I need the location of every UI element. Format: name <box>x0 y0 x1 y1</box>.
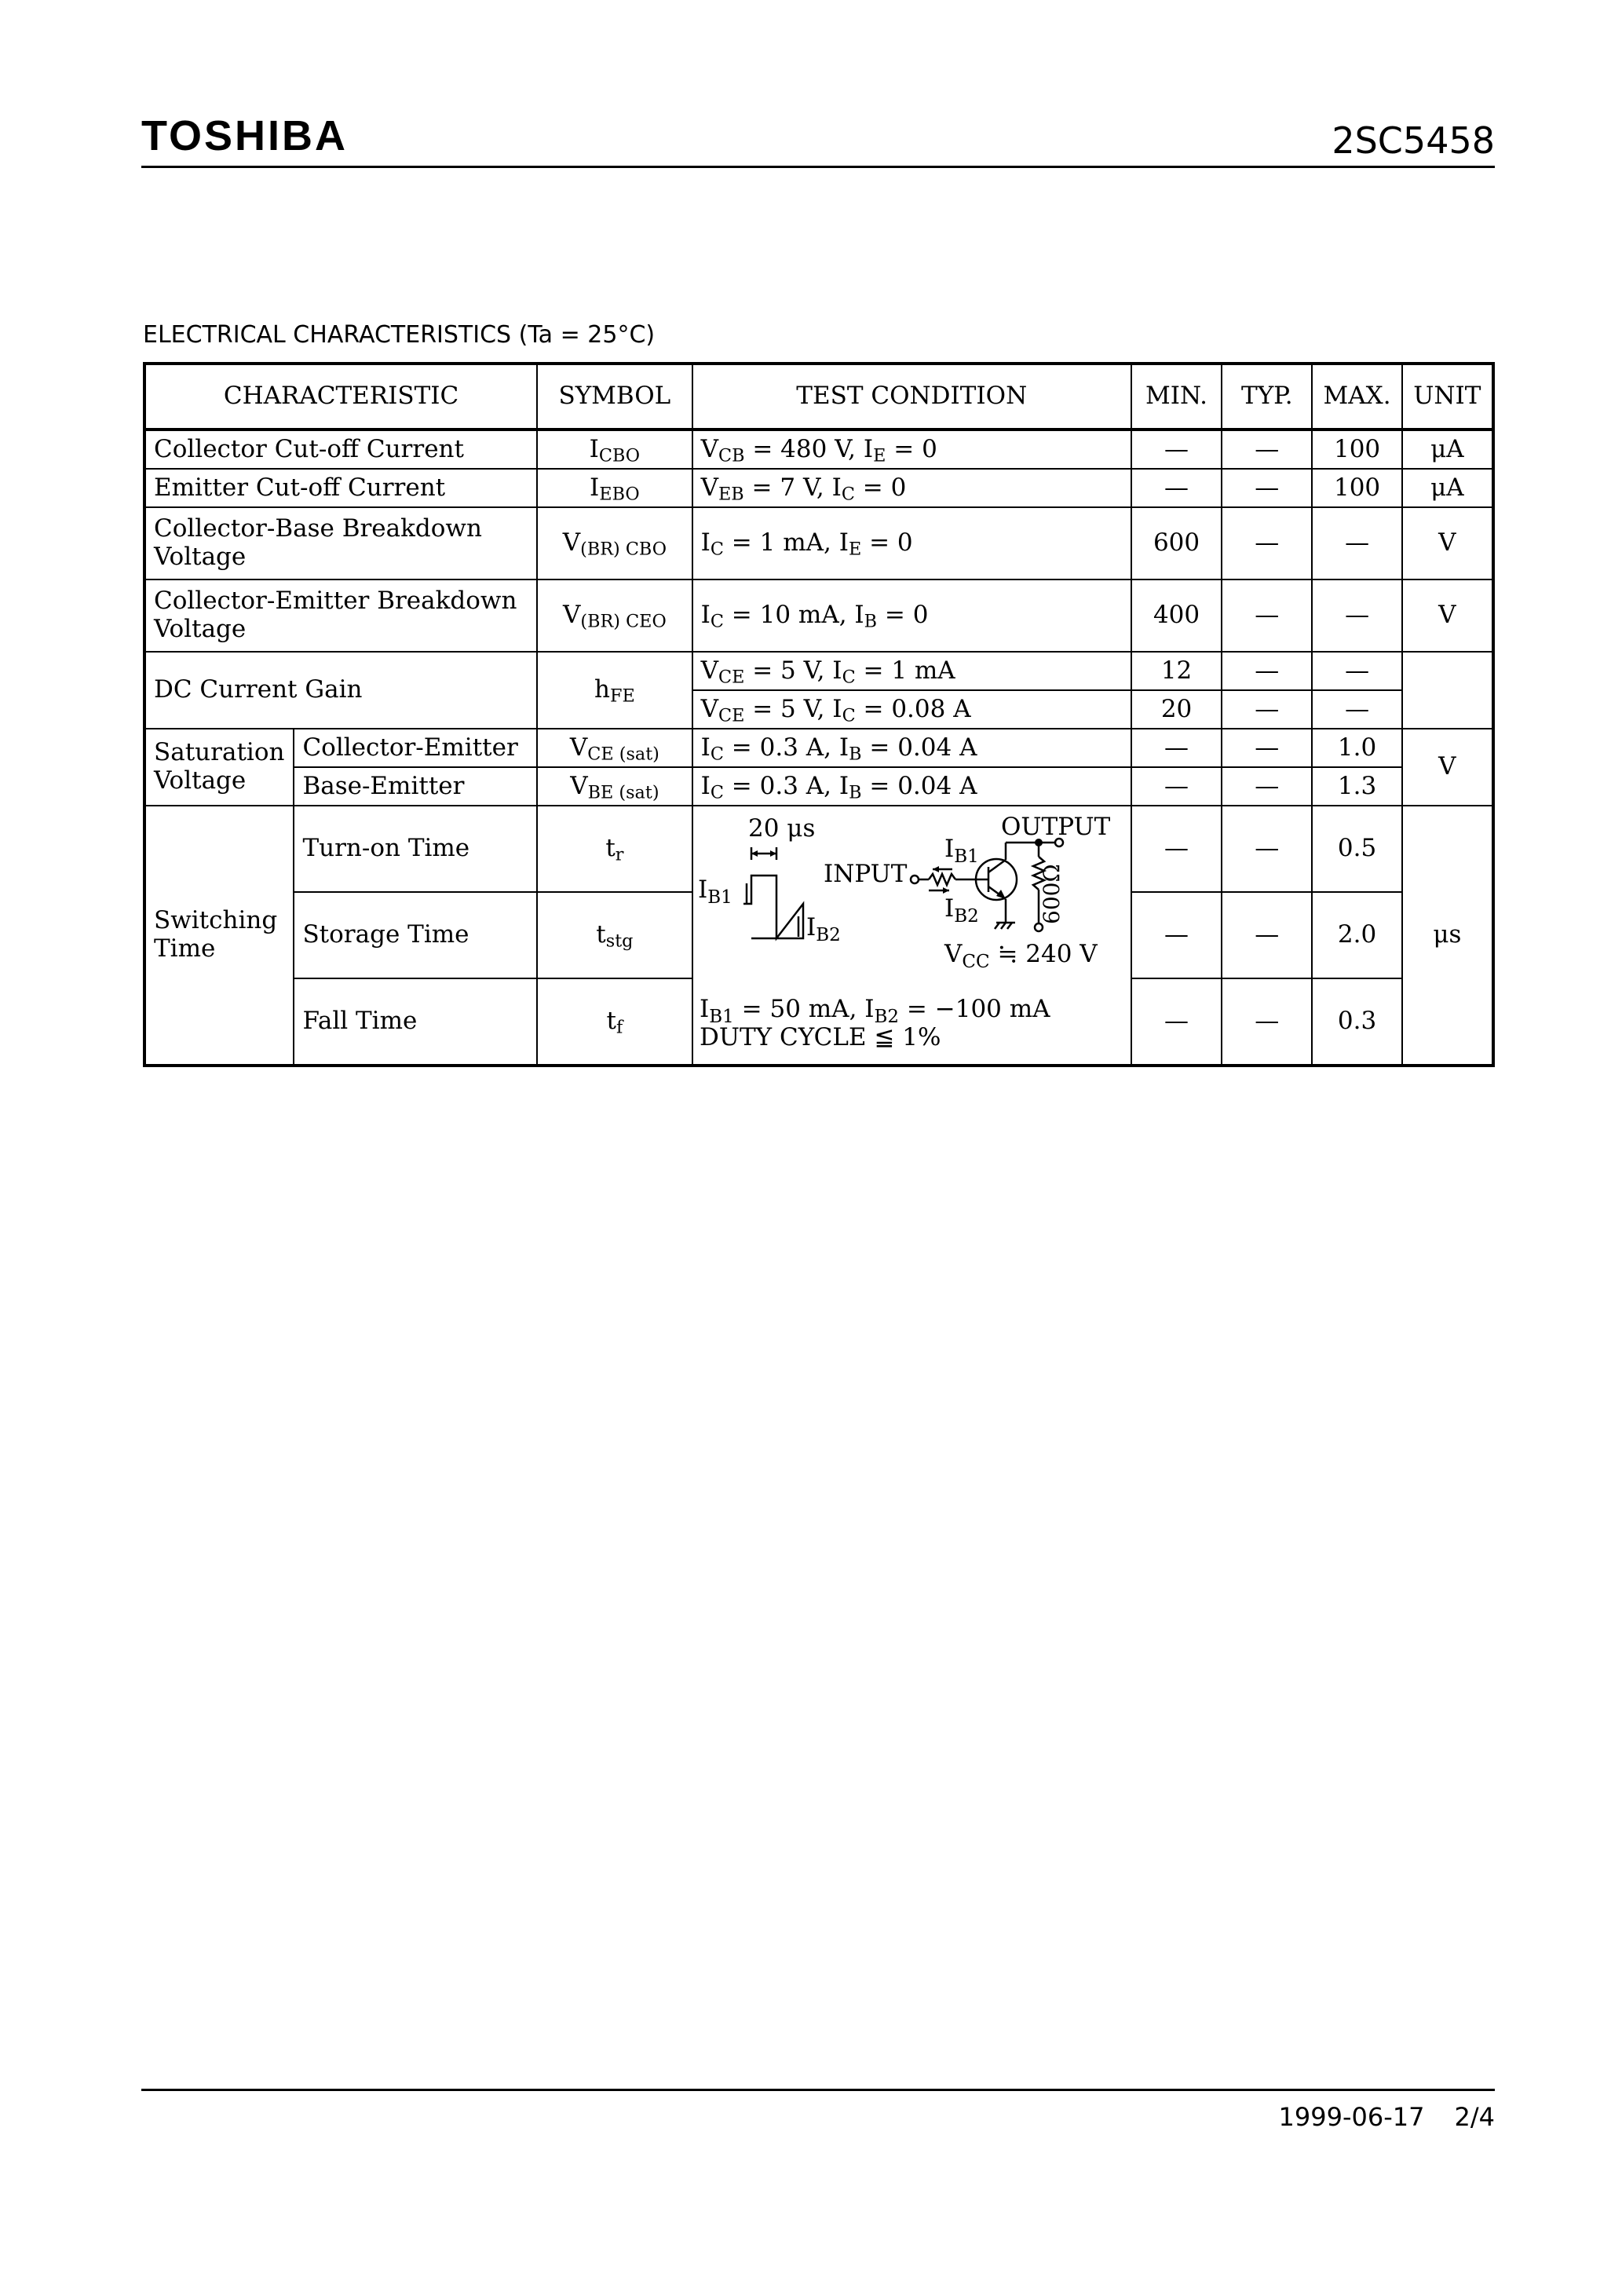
input-pulse-waveform <box>743 876 803 938</box>
test-condition: $I_C = 0.3$ A, $I_B = 0.04$ A <box>692 767 1131 806</box>
typ-value: — <box>1222 579 1312 652</box>
unit-value <box>1402 652 1493 729</box>
max-value: 0.3 <box>1312 978 1401 1066</box>
symbol-cell: $h_{FE}$ <box>537 652 692 729</box>
section-title: ELECTRICAL CHARACTERISTICS (Ta = 25°C) <box>143 321 656 349</box>
typ-value: — <box>1222 767 1312 806</box>
max-value: — <box>1312 652 1401 690</box>
max-value: 100 <box>1312 469 1401 507</box>
group-name: Saturation Voltage <box>144 729 294 806</box>
typ-value: — <box>1222 978 1312 1066</box>
typ-value: — <box>1222 469 1312 507</box>
ib2-base-label: $I_{B2}$ <box>944 894 979 927</box>
min-value: — <box>1131 806 1222 892</box>
footer <box>1279 2104 1495 2130</box>
ib1-base-label: $I_{B1}$ <box>944 835 979 867</box>
characteristic-name: Base-Emitter <box>294 767 537 806</box>
pulse-width-label: 20 μs <box>747 814 815 843</box>
table-header-row <box>144 364 1493 430</box>
symbol-cell: $t_r$ <box>537 806 692 892</box>
table-row <box>144 652 1493 690</box>
table-row <box>144 767 1493 806</box>
max-value: — <box>1312 507 1401 579</box>
symbol-cell: $V_{(BR) CEO}$ <box>537 579 692 652</box>
characteristic-name: Turn-on Time <box>294 806 537 892</box>
table-row <box>144 579 1493 652</box>
min-value: 400 <box>1131 579 1222 652</box>
table-row <box>144 430 1493 469</box>
part-number: 2SC5458 <box>1332 119 1495 162</box>
typ-value: — <box>1222 892 1312 978</box>
typ-value: — <box>1222 806 1312 892</box>
min-value: — <box>1131 892 1222 978</box>
unit-value: μA <box>1402 430 1493 469</box>
max-value: 1.3 <box>1312 767 1401 806</box>
min-value: — <box>1131 430 1222 469</box>
input-label: INPUT <box>823 860 908 888</box>
page-number: 2/4 <box>1454 2102 1495 2132</box>
load-resistor-label: 600Ω <box>1038 864 1065 924</box>
col-header-max: MAX. <box>1312 364 1401 430</box>
min-value: — <box>1131 767 1222 806</box>
unit-value: μs <box>1402 806 1493 1066</box>
unit-value: V <box>1402 579 1493 652</box>
max-value: — <box>1312 690 1401 729</box>
group-name: Switching Time <box>144 806 294 1066</box>
test-condition: $V_{CB} = 480$ V, $I_E = 0$ <box>692 430 1131 469</box>
typ-value: — <box>1222 729 1312 767</box>
characteristic-name: Emitter Cut-off Current <box>144 469 537 507</box>
table-row <box>144 806 1493 892</box>
output-label: OUTPUT <box>1000 813 1110 841</box>
test-condition: $I_C = 0.3$ A, $I_B = 0.04$ A <box>692 729 1131 767</box>
test-condition: $I_C = 10$ mA, $I_B = 0$ <box>692 579 1131 652</box>
table-row <box>144 469 1493 507</box>
test-condition: $V_{CE} = 5$ V, $I_C = 0.08$ A <box>692 690 1131 729</box>
col-header-typ: TYP. <box>1222 364 1312 430</box>
min-value: — <box>1131 729 1222 767</box>
max-value: — <box>1312 579 1401 652</box>
characteristic-name: Collector-Base Breakdown Voltage <box>144 507 537 579</box>
typ-value: — <box>1222 430 1312 469</box>
characteristic-name: DC Current Gain <box>144 652 537 729</box>
symbol-cell: $I_{EBO}$ <box>537 469 692 507</box>
max-value: 2.0 <box>1312 892 1401 978</box>
duty-cycle-condition: DUTY CYCLE ≦ 1% <box>699 1023 941 1051</box>
test-condition: $V_{EB} = 7$ V, $I_C = 0$ <box>692 469 1131 507</box>
typ-value: — <box>1222 652 1312 690</box>
max-value: 0.5 <box>1312 806 1401 892</box>
min-value: 12 <box>1131 652 1222 690</box>
unit-value: V <box>1402 729 1493 806</box>
typ-value: — <box>1222 507 1312 579</box>
col-header-test-condition: TEST CONDITION <box>692 364 1131 430</box>
table-row <box>144 729 1493 767</box>
col-header-symbol: SYMBOL <box>537 364 692 430</box>
ib2-label: $I_{B2}$ <box>806 913 841 945</box>
base-current-condition: $I_{B1} = 50$ mA, $I_{B2} = -100$ mA <box>699 995 1050 1027</box>
symbol-cell: $I_{CBO}$ <box>537 430 692 469</box>
table-row <box>144 507 1493 579</box>
symbol-cell: $V_{(BR) CBO}$ <box>537 507 692 579</box>
characteristic-name: Collector-Emitter <box>294 729 537 767</box>
min-value: — <box>1131 978 1222 1066</box>
symbol-cell: $t_f$ <box>537 978 692 1066</box>
brand-logo: TOSHIBA <box>141 112 349 159</box>
symbol-cell: $V_{BE (sat)}$ <box>537 767 692 806</box>
max-value: 100 <box>1312 430 1401 469</box>
symbol-cell: $V_{CE (sat)}$ <box>537 729 692 767</box>
min-value: 20 <box>1131 690 1222 729</box>
min-value: — <box>1131 469 1222 507</box>
footer-rule <box>141 2089 1495 2091</box>
test-circuit-diagram <box>693 806 1128 1061</box>
characteristic-name: Fall Time <box>294 978 537 1066</box>
max-value: 1.0 <box>1312 729 1401 767</box>
unit-value: V <box>1402 507 1493 579</box>
characteristic-name: Collector Cut-off Current <box>144 430 537 469</box>
min-value: 600 <box>1131 507 1222 579</box>
test-condition: $I_C = 1$ mA, $I_E = 0$ <box>692 507 1131 579</box>
characteristic-name: Collector-Emitter Breakdown Voltage <box>144 579 537 652</box>
typ-value: — <box>1222 690 1312 729</box>
test-condition: $V_{CE} = 5$ V, $I_C = 1$ mA <box>692 652 1131 690</box>
switching-test-circuit <box>692 806 1131 1066</box>
ib1-label: $I_{B1}$ <box>697 876 732 908</box>
characteristic-name: Storage Time <box>294 892 537 978</box>
vcc-label: $V_{CC}$ ≒ 240 V <box>944 940 1098 972</box>
header-rule <box>141 166 1495 168</box>
unit-value: μA <box>1402 469 1493 507</box>
electrical-characteristics-table <box>143 362 1495 1067</box>
col-header-min: MIN. <box>1131 364 1222 430</box>
document-date: 1999-06-17 <box>1278 2102 1425 2132</box>
col-header-characteristic: CHARACTERISTIC <box>144 364 537 430</box>
symbol-cell: $t_{stg}$ <box>537 892 692 978</box>
base-resistor <box>929 874 955 885</box>
col-header-unit: UNIT <box>1402 364 1493 430</box>
